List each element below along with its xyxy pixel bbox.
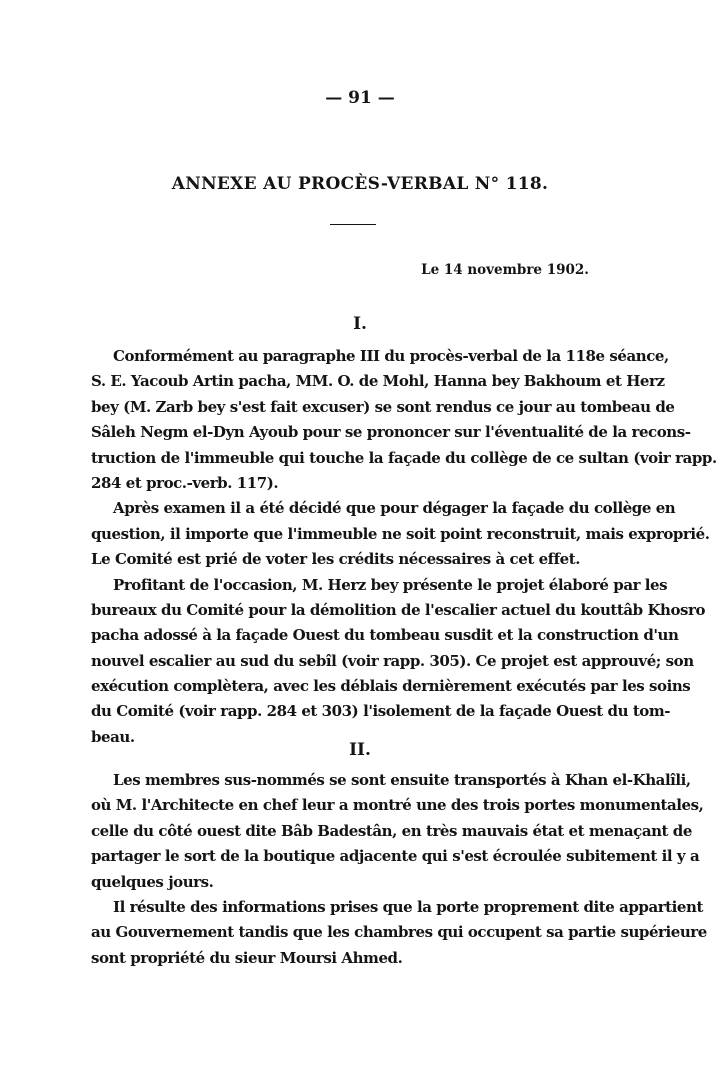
section-body-1 (91, 344, 717, 750)
text-line: nouvel escalier au sud du sebîl (voir rapp. 305). Ce projet est approuvé; son (91, 651, 694, 670)
page-number: — 91 — (325, 88, 395, 108)
text-line: Conformément au paragraphe III du procès-verbal de la 118e séance, (113, 347, 669, 365)
text-line: S. E. Yacoub Artin pacha, MM. O. de Mohl, Hanna bey Bakhoum et Herz (91, 372, 665, 391)
text-line: du Comité (voir rapp. 284 et 303) l'isolement de la façade Ouest du tom- (91, 702, 671, 721)
section-heading-1: I. (353, 314, 367, 334)
text-line: pacha adossé à la façade Ouest du tombeau susdit et la construction d'un (91, 626, 679, 645)
text-line: exécution complètera, avec les déblais dernièrement exécutés par les soins (91, 677, 691, 696)
text-line: bureaux du Comité pour la démolition de l'escalier actuel du kouttâb Khosro (91, 600, 706, 619)
text-line: au Gouvernement tandis que les chambres qui occupent sa partie supérieure (91, 923, 707, 942)
text-line: Profitant de l'occasion, M. Herz bey présente le projet élaboré par les (113, 575, 668, 594)
document-date: Le 14 novembre 1902. (421, 262, 589, 278)
text-line: bey (M. Zarb bey s'est fait excuser) se sont rendus ce jour au tombeau de (91, 397, 675, 416)
text-line: beau. (91, 727, 135, 746)
section-heading-2: II. (349, 740, 371, 760)
text-line: sont propriété du sieur Moursi Ahmed. (91, 948, 403, 967)
section-body-2 (91, 768, 707, 971)
text-line: partager le sort de la boutique adjacente qui s'est écroulée subitement il y a (91, 847, 700, 866)
text-line: Après examen il a été décidé que pour dégager la façade du collège en (113, 499, 676, 518)
text-line: question, il importe que l'immeuble ne soit point reconstruit, mais exproprié. (91, 524, 710, 543)
text-line: Sâleh Negm el-Dyn Ayoub pour se prononcer sur l'éventualité de la recons- (91, 423, 691, 442)
page-title: ANNEXE AU PROCÈS-VERBAL N° 118. (171, 174, 549, 194)
text-line: 284 et proc.-verb. 117). (91, 473, 279, 492)
text-line: truction de l'immeuble qui touche la façade du collège de ce sultan (voir rapp. (91, 448, 717, 467)
title-divider (330, 224, 376, 225)
text-line: Il résulte des informations prises que la porte proprement dite appartient (113, 897, 703, 916)
text-line: Les membres sus-nommés se sont ensuite transportés à Khan el-Khalîli, (113, 771, 691, 789)
text-line: où M. l'Architecte en chef leur a montré une des trois portes monumentales, (91, 796, 704, 815)
text-line: Le Comité est prié de voter les crédits nécessaires à cet effet. (91, 550, 581, 569)
text-line: celle du côté ouest dite Bâb Badestân, en très mauvais état et menaçant de (91, 821, 692, 840)
text-line: quelques jours. (91, 872, 214, 891)
